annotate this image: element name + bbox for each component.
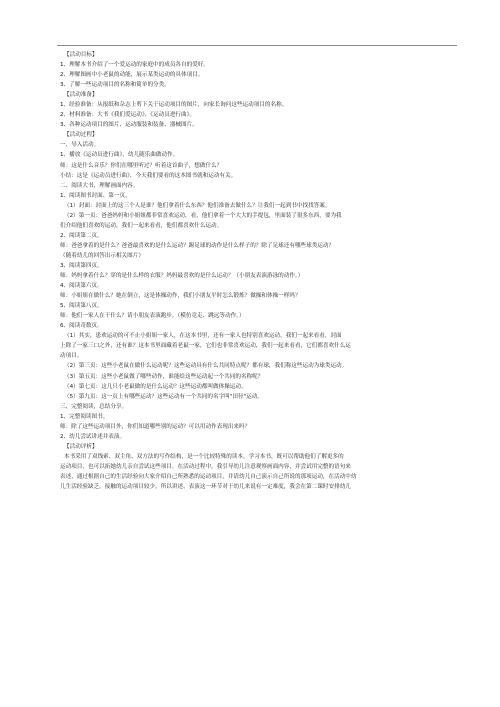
text-line: （5）第九页：这一页上有哪些运动？这些运动有一个共同的名字叫"田径"运动。: [64, 393, 263, 400]
text-line: 2、理解图画中小老鼠的动能，展示某类运动的具体项目。: [60, 72, 204, 79]
text-line: 本书采用了双线索、双主角、双方法的写作结构，是一个比较特殊的读本。学习本书，既可以帮助他们了解更多的: [64, 453, 344, 460]
text-line: 小结：这是《运动员进行曲》，今天我们要看的这本图书就和运动有关。: [60, 172, 237, 179]
text-line: 运动项目，也可以拓她幼儿亲自尝试这些项目。在活动过程中，我引导幼儿注意观察画面内容，并尝试用完整的语句来: [60, 463, 351, 470]
text-line: （2）第三页：这些小老鼠在做什么运动呢？这些运动具有什么共同特点呢？都有球，我们称这些运动为球类运动。: [64, 363, 348, 370]
text-line: 二、阅读大书，理解画面内容。: [60, 182, 139, 189]
text-line: 表述，通过根据自己的生活经验向大家介绍自己所熟悉的运动项目，并请幼儿自己演示自己所说的那项运动，在活动中幼: [60, 473, 357, 480]
text-line: 6、阅读奇数页。: [60, 323, 103, 330]
text-line: 师：小姐姐在做什么？她在倒立，这是体操动作，我们小朋友平时怎么锻炼？做操和体操一样吗？: [60, 293, 301, 300]
text-line: 1、阅读图书封面、第一页。: [60, 192, 131, 199]
text-line: 1、播放《运动员进行曲》，幼儿随乐曲做动作。: [60, 152, 179, 159]
text-line: 3、各种运动项目的图片、运动服装和装备、器械图片。: [60, 122, 198, 129]
text-line: 3、阅读第四页。: [60, 262, 103, 269]
document-body: [60, 50, 456, 492]
section-heading: 【活动准备】: [64, 92, 98, 99]
text-line: 1、完整阅读图书。: [60, 413, 109, 420]
section-heading: 【活动目标】: [64, 52, 98, 58]
text-line: 2、幼儿尝试讲述并表演。: [60, 433, 126, 440]
text-line: 师：爸爸拿着的是什么？爸爸最喜欢的是什么运动？踢足球的动作是什么样子的？除了足球还有哪些球类运动？: [60, 242, 335, 249]
text-line: 1、理解本书介绍了一个爱运动的家庭中的成员各自的爱好。: [60, 62, 209, 69]
text-line: 师：这是什么音乐？你们在哪里听过？听着这首曲子，想做什么？: [60, 162, 223, 169]
text-line: （随着幼儿的回答出示相关图片）: [60, 252, 144, 259]
text-line: 师：妈妈拿着什么？穿的是什么样的衣服？妈妈最喜欢的是什么运动？（小朋友表演游泳的动作。）: [60, 273, 304, 280]
text-line: 一、导入活动。: [60, 142, 100, 149]
header-rule: [57, 45, 457, 46]
text-line: 2、材料准备：大书《我们爱运动》、《运动员进行曲》。: [60, 112, 196, 119]
text-line: 2、阅读第二页。: [60, 232, 103, 239]
text-line: 5、阅读第八页。: [60, 303, 103, 310]
text-line: （1）其实，患欢运动的可不止小姐姐一家人，在这本书里，还有一家人也特别喜欢运动，我们一起来看看，封面: [64, 333, 342, 340]
text-line: （4）第七页：这几只小老鼠做的是什么运动？这些运动都叫做体操运动。: [64, 383, 247, 390]
text-line: （3）第五页：这些小老鼠做了哪些动作，谁能给这些运动起一个共同的名称呢？: [64, 373, 264, 380]
text-line: （2）第一页：爸爸妈妈和小姐姐都非常喜欢运动，看，他们拿着一个大大的手提包，里面装了很多东西，要为我: [64, 212, 342, 219]
text-line: （1）封面：封面上的这三个人是谁？他们拿着什么东西？他们准备去做什么？让我们一起到书中找找答案。: [64, 202, 331, 209]
text-line: 1、经验准备：从报纸和杂志上剪下关于运动项目的图片，向家长询问这些运动项目的名称。: [60, 102, 288, 109]
text-line: 儿生活经验缺乏，接触的运动项目较少，所以讲述、表演这一环节对于幼儿来说有一定难度，我会在第二课时安排幼儿: [60, 484, 351, 491]
text-line: 动项目。: [60, 353, 83, 360]
text-line: 4、阅读第六页。: [60, 283, 103, 290]
text-line: 们介绍他们喜欢的运动，我们一起来看看，他们都喜欢什么运动。: [60, 222, 223, 229]
section-heading: 【活动过程】: [64, 132, 98, 139]
text-line: 3、了解一些运动项目的名称和简单的分类。: [60, 82, 170, 89]
text-line: 上除了一家三口之外，还有谁？这本书里面藏着老鼠一家，它们也非常喜欢运动，我们一起来看看，它们都喜欢什么运: [60, 343, 351, 350]
text-line: 三、完整阅读，总结分享。: [60, 403, 128, 410]
section-heading: 【活动评析】: [64, 443, 98, 450]
text-line: 师：除了这些运动项目外，你们知道哪些别的运动？可以用动作表现出来吗？: [60, 423, 251, 430]
text-line: 师：他们一家人在干什么？请小朋友表演跑步。（模仿竞走、跳远等动作。）: [60, 313, 245, 320]
